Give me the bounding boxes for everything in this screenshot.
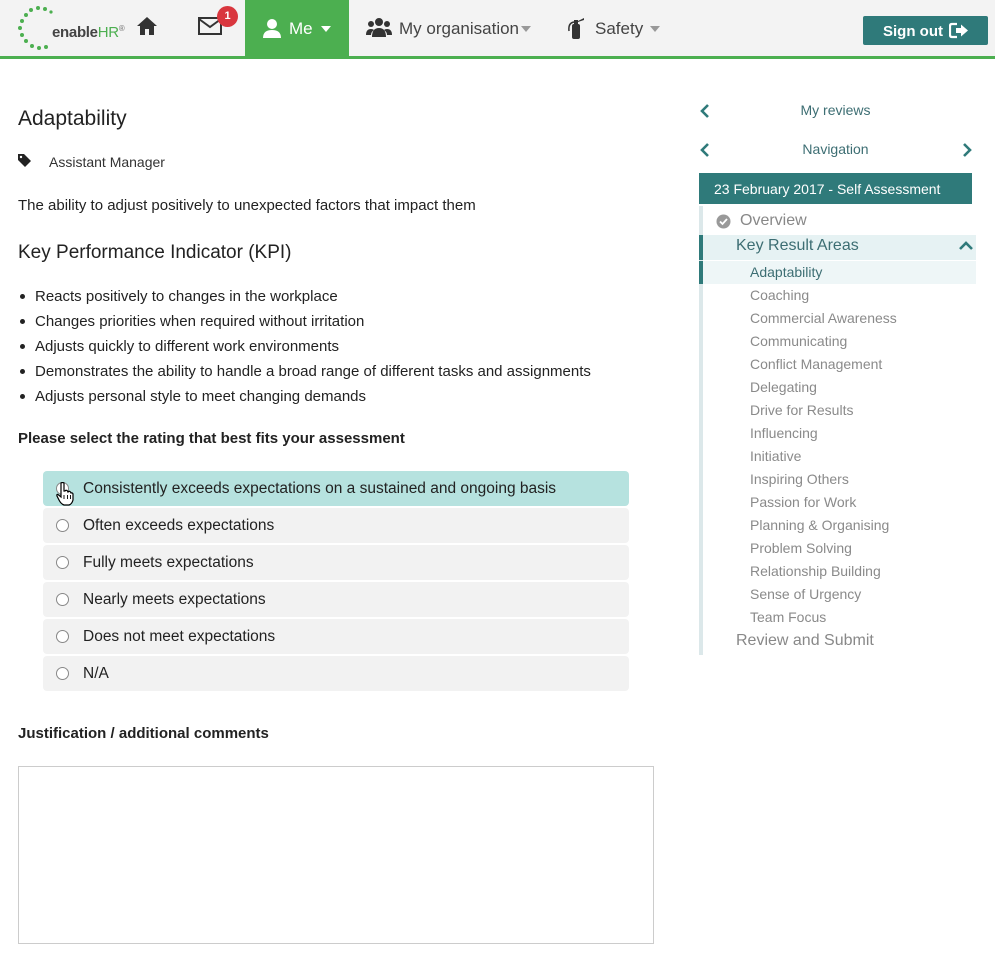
rating-options xyxy=(43,471,629,693)
home-icon xyxy=(136,16,158,36)
page-title: Adaptability xyxy=(18,107,127,130)
radio-button[interactable] xyxy=(56,556,69,569)
safety-menu[interactable] xyxy=(567,0,667,56)
chevron-up-icon xyxy=(959,240,973,250)
rating-option-na[interactable] xyxy=(43,656,629,691)
rating-option-label: Nearly meets expectations xyxy=(83,591,266,608)
radio-button[interactable] xyxy=(56,667,69,680)
enablehr-logo[interactable] xyxy=(16,5,125,51)
safety-label: Safety xyxy=(595,19,644,38)
sidebar-item-delegating[interactable]: Delegating xyxy=(699,376,976,399)
justification-heading: Justification / additional comments xyxy=(18,725,269,742)
hand-cursor-icon xyxy=(56,482,74,506)
sidebar-item-influencing[interactable]: Influencing xyxy=(699,422,976,445)
sidebar-item-initiative[interactable]: Initiative xyxy=(699,445,976,468)
sidebar-item-conflict-management[interactable]: Conflict Management xyxy=(699,353,976,376)
me-label: Me xyxy=(289,19,313,38)
radio-button[interactable] xyxy=(56,519,69,532)
rating-option-label: Often exceeds expectations xyxy=(83,517,275,534)
role-tag-label: Assistant Manager xyxy=(49,154,165,170)
chevron-right-icon[interactable] xyxy=(961,143,973,157)
kpi-item: Changes priorities when required without irritation xyxy=(18,309,591,334)
sign-out-icon xyxy=(949,22,969,39)
top-navbar xyxy=(0,0,995,59)
sidebar-item-sense-of-urgency[interactable]: Sense of Urgency xyxy=(699,583,976,606)
sidebar-item-passion-for-work[interactable]: Passion for Work xyxy=(699,491,976,514)
my-reviews-link[interactable] xyxy=(699,97,972,125)
home-button[interactable] xyxy=(136,16,164,42)
overview-label: Overview xyxy=(740,212,807,229)
review-header-label: 23 February 2017 - Self Assessment xyxy=(714,181,941,197)
rating-option-nearly-meets[interactable] xyxy=(43,582,629,617)
sidebar-item-planning-organising[interactable]: Planning & Organising xyxy=(699,514,976,537)
sidebar-item-problem-solving[interactable]: Problem Solving xyxy=(699,537,976,560)
sidebar-item-review-and-submit[interactable]: Review and Submit xyxy=(736,632,874,649)
sidebar-item-team-focus[interactable]: Team Focus xyxy=(699,606,976,629)
rating-option-label: Consistently exceeds expectations on a sustained and ongoing basis xyxy=(83,480,557,497)
sidebar-item-drive-for-results[interactable]: Drive for Results xyxy=(699,399,976,422)
navigation-label: Navigation xyxy=(802,141,869,157)
tag-icon xyxy=(18,154,31,167)
kpi-item: Adjusts quickly to different work environments xyxy=(18,334,591,359)
users-icon xyxy=(366,17,392,37)
navigation-row xyxy=(699,136,972,164)
kpi-item: Demonstrates the ability to handle a broad range of different tasks and assignments xyxy=(18,359,591,384)
rating-option-label: Does not meet expectations xyxy=(83,628,276,645)
kpi-heading: Key Performance Indicator (KPI) xyxy=(18,242,292,263)
rating-option-label: Fully meets expectations xyxy=(83,554,254,571)
mail-badge: 1 xyxy=(217,6,238,27)
my-reviews-label: My reviews xyxy=(800,102,871,118)
user-icon xyxy=(262,18,282,38)
sidebar-item-key-result-areas[interactable] xyxy=(699,235,976,260)
sign-out-button[interactable] xyxy=(863,16,988,45)
sidebar-item-commercial-awareness[interactable]: Commercial Awareness xyxy=(699,307,976,330)
chevron-down-icon xyxy=(321,26,331,32)
competency-description: The ability to adjust positively to unexpected factors that impact them xyxy=(18,197,476,214)
kpi-item: Adjusts personal style to meet changing demands xyxy=(18,384,591,409)
justification-textarea[interactable] xyxy=(18,766,654,944)
sidebar-item-inspiring-others[interactable]: Inspiring Others xyxy=(699,468,976,491)
rating-option-label: N/A xyxy=(83,665,109,682)
review-header xyxy=(699,173,972,204)
key-result-areas-label: Key Result Areas xyxy=(736,237,859,254)
my-organisation-menu[interactable] xyxy=(366,0,536,56)
review-navigation-tree xyxy=(699,206,972,655)
rating-option-consistently-exceeds[interactable] xyxy=(43,471,629,506)
fire-extinguisher-icon xyxy=(567,17,585,39)
rating-option-often-exceeds[interactable] xyxy=(43,508,629,543)
kpi-list xyxy=(18,284,591,409)
kpi-item: Reacts positively to changes in the workplace xyxy=(18,284,591,309)
sidebar-item-adaptability[interactable]: Adaptability xyxy=(699,261,976,284)
logo-text: enableHR® xyxy=(52,24,125,41)
my-organisation-label: My organisation xyxy=(399,19,520,38)
rating-option-fully-meets[interactable] xyxy=(43,545,629,580)
rating-option-does-not-meet[interactable] xyxy=(43,619,629,654)
radio-button[interactable] xyxy=(56,630,69,643)
chevron-down-icon xyxy=(650,26,660,32)
check-circle-icon xyxy=(716,214,731,229)
sidebar-item-relationship-building[interactable]: Relationship Building xyxy=(699,560,976,583)
sign-out-label: Sign out xyxy=(883,23,943,40)
sidebar-item-communicating[interactable]: Communicating xyxy=(699,330,976,353)
chevron-down-icon xyxy=(521,26,531,32)
radio-button[interactable] xyxy=(56,593,69,606)
me-menu[interactable] xyxy=(245,0,349,56)
sidebar-item-coaching[interactable]: Coaching xyxy=(699,284,976,307)
rating-heading: Please select the rating that best fits your assessment xyxy=(18,430,405,447)
